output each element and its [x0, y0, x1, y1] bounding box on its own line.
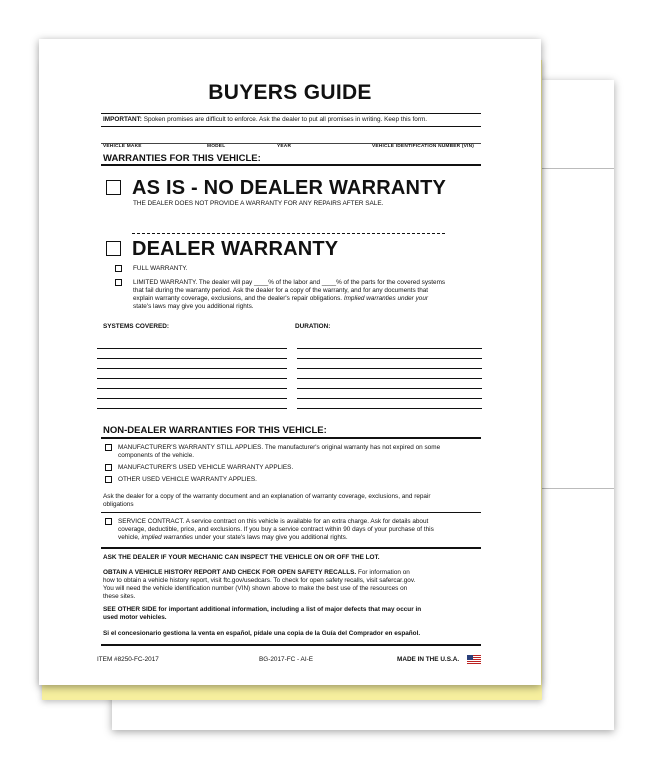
limited-warranty-text	[133, 279, 473, 311]
vehicle-vin-label: VEHICLE IDENTIFICATION NUMBER (VIN)	[372, 144, 475, 149]
other-used-warranty-label: OTHER USED VEHICLE WARRANTY APPLIES.	[118, 476, 257, 483]
us-flag-icon	[467, 655, 481, 664]
spanish-notice: Si el concesionario gestiona la venta en español, pídale una copia de la Guía del Comprador en español.	[103, 630, 421, 637]
back-sheet-mark	[540, 168, 614, 169]
duration-line[interactable]	[297, 408, 482, 409]
warranties-header: WARRANTIES FOR THIS VEHICLE:	[103, 153, 261, 164]
made-in-usa: MADE IN THE U.S.A.	[397, 656, 460, 663]
full-warranty-label: FULL WARRANTY.	[133, 265, 188, 272]
as-is-subtext: THE DEALER DOES NOT PROVIDE A WARRANTY FOR ANY REPAIRS AFTER SALE.	[133, 200, 384, 207]
systems-line[interactable]	[97, 398, 287, 399]
divider	[101, 126, 481, 127]
duration-label: DURATION:	[295, 323, 331, 330]
limited-warranty-line: LIMITED WARRANTY. The dealer will pay ____% of the labor and ____% of the parts for the covered systems	[133, 279, 446, 286]
limited-warranty-line: that fail during the warranty period. Ask the dealer for a copy of the warranty, and for any documents that	[133, 287, 429, 294]
systems-line[interactable]	[97, 408, 287, 409]
systems-line[interactable]	[97, 358, 287, 359]
vehicle-history-text: OBTAIN A VEHICLE HISTORY REPORT AND CHECK FOR OPEN SAFETY RECALLS. For information on how to obtain a vehicle history report, visit ftc.gov/usedcars. To check for open safety recalls, visit safercar.gov. You will need the vehicle identification number (VIN) shown above to make the best use of the resources on these sites.	[103, 569, 416, 600]
systems-line[interactable]	[97, 348, 287, 349]
as-is-heading: AS IS - NO DEALER WARRANTY	[132, 177, 447, 199]
duration-line[interactable]	[297, 358, 482, 359]
manufacturer-warranty-bold: MANUFACTURER'S WARRANTY STILL APPLIES.	[118, 444, 264, 451]
service-contract-checkbox[interactable]	[105, 518, 112, 525]
back-sheet-mark	[540, 488, 614, 489]
divider	[101, 644, 481, 646]
limited-warranty-line-3: explain warranty coverage, exclusions, and the dealer's repair obligations. Implied warranties under your	[133, 295, 429, 302]
inspect-notice: ASK THE DEALER IF YOUR MECHANIC CAN INSPECT THE VEHICLE ON OR OFF THE LOT.	[103, 554, 380, 561]
important-text: Spoken promises are difficult to enforce. Ask the dealer to put all promises in writing. Keep this form.	[143, 116, 428, 123]
important-label: IMPORTANT:	[103, 116, 142, 123]
vehicle-model-label: MODEL	[207, 144, 226, 149]
buyers-guide-form	[39, 39, 541, 685]
other-used-warranty-checkbox[interactable]	[105, 476, 112, 483]
ask-copy-text: Ask the dealer for a copy of the warranty document and an explanation of warranty coverage, exclusions, and repair obligations	[103, 493, 431, 508]
used-vehicle-warranty-label: MANUFACTURER'S USED VEHICLE WARRANTY APPLIES.	[118, 464, 294, 471]
implied-warranties-text: Implied warranties under your	[343, 295, 429, 302]
service-implied-warranties: implied warranties	[141, 534, 193, 541]
systems-line[interactable]	[97, 368, 287, 369]
as-is-checkbox[interactable]	[106, 180, 121, 195]
full-warranty-checkbox[interactable]	[115, 265, 122, 272]
see-other-side-text: SEE OTHER SIDE for important additional information, including a list of major defects that may occur in used motor vehicles.	[103, 606, 422, 621]
dashed-separator	[132, 233, 445, 234]
form-title: BUYERS GUIDE	[208, 81, 372, 104]
systems-line[interactable]	[97, 388, 287, 389]
vehicle-history-bold: OBTAIN A VEHICLE HISTORY REPORT AND CHECK FOR OPEN SAFETY RECALLS.	[103, 569, 357, 576]
divider	[101, 512, 481, 513]
systems-covered-label: SYSTEMS COVERED:	[103, 323, 170, 330]
divider	[101, 547, 481, 549]
vehicle-make-label: VEHICLE MAKE	[103, 144, 142, 149]
used-vehicle-warranty-checkbox[interactable]	[105, 464, 112, 471]
duration-line[interactable]	[297, 378, 482, 379]
non-dealer-header: NON-DEALER WARRANTIES FOR THIS VEHICLE:	[103, 425, 327, 436]
duration-line[interactable]	[297, 388, 482, 389]
vehicle-year-label: YEAR	[277, 144, 292, 149]
duration-line[interactable]	[297, 398, 482, 399]
dealer-warranty-checkbox[interactable]	[106, 241, 121, 256]
divider	[101, 113, 481, 114]
divider	[101, 437, 481, 439]
divider	[101, 164, 481, 166]
dealer-warranty-heading: DEALER WARRANTY	[132, 238, 339, 260]
service-contract-text: SERVICE CONTRACT. A service contract on this vehicle is available for an extra charge. Ask for details about coverage, deductible, price, and exclusions. If you buy a service contract within 90 days of your purchase of this vehicle, implied warranties under your state's laws may give you additional rights.	[118, 518, 434, 541]
form-code: BG-2017-FC - AI-E	[259, 656, 313, 663]
manufacturer-warranty-text: MANUFACTURER'S WARRANTY STILL APPLIES. The manufacturer's original warranty has not expired on some components of the vehicle.	[118, 444, 441, 459]
limited-warranty-line: state's laws may give you additional rights.	[133, 303, 254, 310]
systems-line[interactable]	[97, 378, 287, 379]
manufacturer-warranty-checkbox[interactable]	[105, 444, 112, 451]
limited-warranty-checkbox[interactable]	[115, 279, 122, 286]
item-number: ITEM #8250-FC-2017	[97, 656, 159, 663]
duration-line[interactable]	[297, 368, 482, 369]
duration-line[interactable]	[297, 348, 482, 349]
important-notice	[103, 116, 483, 124]
